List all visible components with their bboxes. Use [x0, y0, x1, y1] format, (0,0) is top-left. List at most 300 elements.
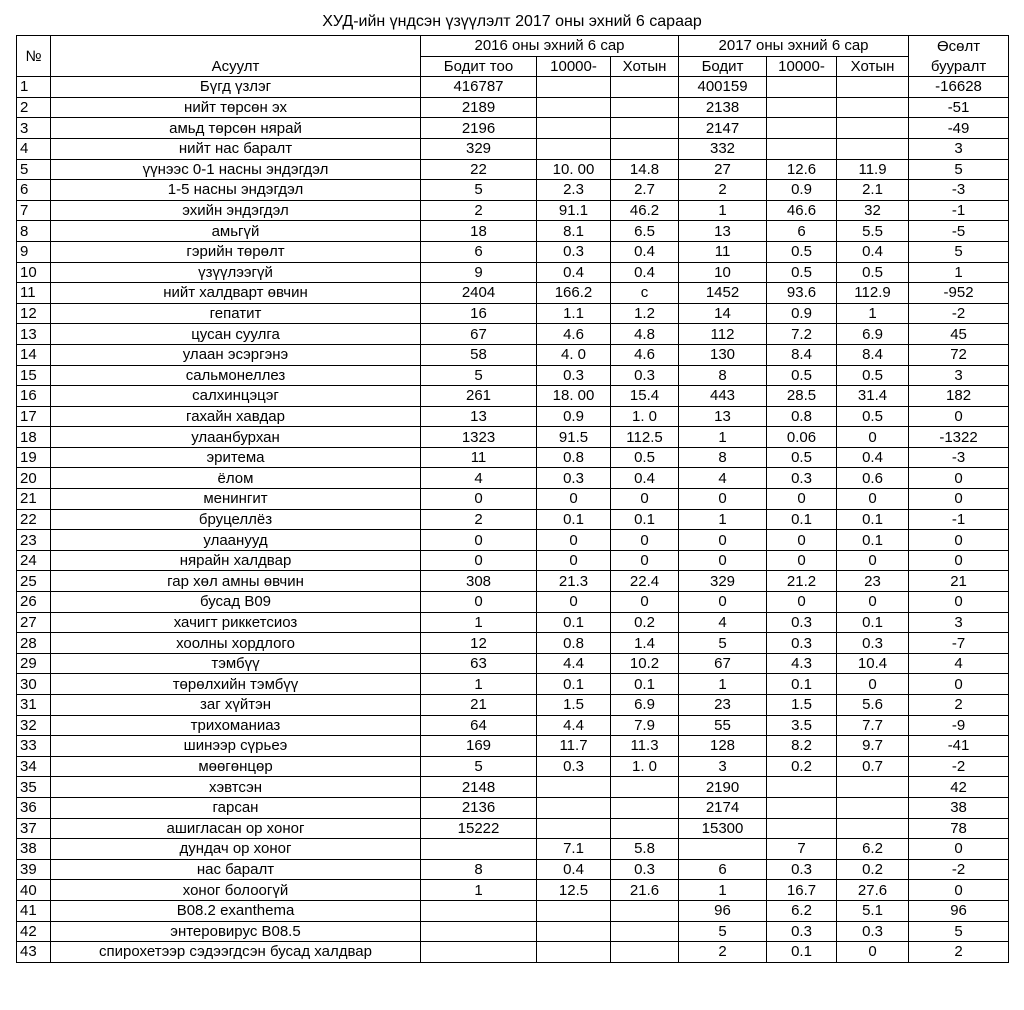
- rate-2016: 1.5: [537, 695, 611, 716]
- header-2017-actual: Бодит: [679, 56, 767, 77]
- city-2017: 0: [837, 489, 909, 510]
- rate-2017: 0.1: [767, 942, 837, 963]
- actual-2016: 15222: [421, 818, 537, 839]
- rate-2016: [537, 797, 611, 818]
- question-cell: заг хүйтэн: [51, 695, 421, 716]
- rate-2016: 10. 00: [537, 159, 611, 180]
- table-row: [17, 571, 1009, 592]
- city-2017: [837, 77, 909, 98]
- header-growth-top: Өсөлт: [909, 36, 1009, 57]
- rate-2017: 0.2: [767, 756, 837, 777]
- growth-cell: 0: [909, 406, 1009, 427]
- city-2017: 8.4: [837, 344, 909, 365]
- growth-cell: 0: [909, 839, 1009, 860]
- city-2016: 21.6: [611, 880, 679, 901]
- question-cell: ёлом: [51, 468, 421, 489]
- row-number: 42: [17, 921, 51, 942]
- rate-2016: 4. 0: [537, 344, 611, 365]
- rate-2016: 0.4: [537, 859, 611, 880]
- rate-2016: 0.3: [537, 241, 611, 262]
- city-2016: 2.7: [611, 180, 679, 201]
- actual-2017: 130: [679, 344, 767, 365]
- row-number: 5: [17, 159, 51, 180]
- question-cell: гепатит: [51, 303, 421, 324]
- actual-2016: 416787: [421, 77, 537, 98]
- question-cell: цусан суулга: [51, 324, 421, 345]
- table-row: [17, 77, 1009, 98]
- rate-2017: 0.3: [767, 859, 837, 880]
- city-2016: 0.4: [611, 468, 679, 489]
- city-2017: [837, 818, 909, 839]
- table-row: [17, 756, 1009, 777]
- table-row: [17, 303, 1009, 324]
- actual-2017: 8: [679, 447, 767, 468]
- rate-2016: 4.6: [537, 324, 611, 345]
- rate-2017: 16.7: [767, 880, 837, 901]
- rate-2017: 4.3: [767, 653, 837, 674]
- question-cell: нийт нас баралт: [51, 138, 421, 159]
- city-2016: 0.1: [611, 674, 679, 695]
- growth-cell: -7: [909, 633, 1009, 654]
- actual-2016: 2196: [421, 118, 537, 139]
- actual-2016: 2189: [421, 97, 537, 118]
- rate-2017: 0: [767, 550, 837, 571]
- growth-cell: -16628: [909, 77, 1009, 98]
- city-2017: 0: [837, 674, 909, 695]
- row-number: 12: [17, 303, 51, 324]
- question-cell: гахайн хавдар: [51, 406, 421, 427]
- row-number: 9: [17, 241, 51, 262]
- actual-2017: 5: [679, 921, 767, 942]
- rate-2016: 0: [537, 489, 611, 510]
- table-row: [17, 612, 1009, 633]
- rate-2016: 0: [537, 592, 611, 613]
- table-row: [17, 530, 1009, 551]
- actual-2017: 1: [679, 509, 767, 530]
- actual-2017: 1: [679, 200, 767, 221]
- actual-2017: 2: [679, 180, 767, 201]
- city-2016: 1. 0: [611, 406, 679, 427]
- city-2016: 1.4: [611, 633, 679, 654]
- actual-2016: 0: [421, 489, 537, 510]
- city-2017: 0: [837, 550, 909, 571]
- question-cell: гарсан: [51, 797, 421, 818]
- growth-cell: -3: [909, 447, 1009, 468]
- question-cell: нийт төрсөн эх: [51, 97, 421, 118]
- table-row: [17, 97, 1009, 118]
- row-number: 15: [17, 365, 51, 386]
- row-number: 39: [17, 859, 51, 880]
- rate-2016: 2.3: [537, 180, 611, 201]
- rate-2017: 46.6: [767, 200, 837, 221]
- row-number: 32: [17, 715, 51, 736]
- city-2016: 0.4: [611, 241, 679, 262]
- city-2016: [611, 942, 679, 963]
- table-row: [17, 921, 1009, 942]
- question-cell: улаанбурхан: [51, 427, 421, 448]
- actual-2017: 2190: [679, 777, 767, 798]
- city-2016: [611, 900, 679, 921]
- city-2016: [611, 77, 679, 98]
- city-2017: 0.5: [837, 262, 909, 283]
- city-2016: 0: [611, 592, 679, 613]
- city-2017: [837, 138, 909, 159]
- header-question-top: [51, 36, 421, 57]
- question-cell: амьд төрсөн нярай: [51, 118, 421, 139]
- header-2016-actual: Бодит тоо: [421, 56, 537, 77]
- city-2017: 23: [837, 571, 909, 592]
- city-2016: [611, 797, 679, 818]
- actual-2017: 4: [679, 612, 767, 633]
- growth-cell: 42: [909, 777, 1009, 798]
- row-number: 16: [17, 386, 51, 407]
- rate-2016: 0.1: [537, 509, 611, 530]
- rate-2017: 0.3: [767, 612, 837, 633]
- actual-2016: 67: [421, 324, 537, 345]
- growth-cell: 0: [909, 674, 1009, 695]
- document-title: ХУД-ийн үндсэн үзүүлэлт 2017 оны эхний 6 сараар: [322, 13, 702, 30]
- growth-cell: 38: [909, 797, 1009, 818]
- rate-2017: [767, 797, 837, 818]
- rate-2016: 0.1: [537, 674, 611, 695]
- actual-2017: 8: [679, 365, 767, 386]
- rate-2016: [537, 138, 611, 159]
- actual-2016: 308: [421, 571, 537, 592]
- question-cell: улаанууд: [51, 530, 421, 551]
- rate-2016: 0.3: [537, 756, 611, 777]
- growth-cell: 0: [909, 550, 1009, 571]
- row-number: 27: [17, 612, 51, 633]
- rate-2016: 0: [537, 550, 611, 571]
- city-2017: 5.5: [837, 221, 909, 242]
- rate-2016: 7.1: [537, 839, 611, 860]
- growth-cell: 0: [909, 530, 1009, 551]
- statistics-table: [16, 35, 1009, 963]
- rate-2017: 0.3: [767, 468, 837, 489]
- rate-2016: 0.4: [537, 262, 611, 283]
- table-row: [17, 406, 1009, 427]
- growth-cell: 45: [909, 324, 1009, 345]
- actual-2016: 21: [421, 695, 537, 716]
- rate-2016: 11.7: [537, 736, 611, 757]
- table-row: [17, 695, 1009, 716]
- city-2016: 4.6: [611, 344, 679, 365]
- city-2017: 5.6: [837, 695, 909, 716]
- growth-cell: 0: [909, 489, 1009, 510]
- rate-2016: 0.8: [537, 447, 611, 468]
- row-number: 38: [17, 839, 51, 860]
- growth-cell: 72: [909, 344, 1009, 365]
- growth-cell: -2: [909, 859, 1009, 880]
- rate-2016: 21.3: [537, 571, 611, 592]
- header-row-sub: [17, 56, 1009, 77]
- growth-cell: 3: [909, 365, 1009, 386]
- city-2016: 112.5: [611, 427, 679, 448]
- row-number: 13: [17, 324, 51, 345]
- actual-2016: 5: [421, 180, 537, 201]
- city-2016: 0: [611, 530, 679, 551]
- actual-2016: 2136: [421, 797, 537, 818]
- rate-2016: [537, 97, 611, 118]
- rate-2017: [767, 77, 837, 98]
- rate-2017: [767, 138, 837, 159]
- actual-2017: 11: [679, 241, 767, 262]
- city-2016: 5.8: [611, 839, 679, 860]
- actual-2016: 13: [421, 406, 537, 427]
- actual-2017: 0: [679, 592, 767, 613]
- table-row: [17, 180, 1009, 201]
- rate-2016: 0.1: [537, 612, 611, 633]
- city-2017: 0.4: [837, 447, 909, 468]
- rate-2016: [537, 921, 611, 942]
- city-2016: 14.8: [611, 159, 679, 180]
- actual-2017: 15300: [679, 818, 767, 839]
- actual-2016: 4: [421, 468, 537, 489]
- table-row: [17, 221, 1009, 242]
- actual-2016: [421, 942, 537, 963]
- growth-cell: -1: [909, 200, 1009, 221]
- question-cell: эхийн эндэгдэл: [51, 200, 421, 221]
- table-row: [17, 159, 1009, 180]
- actual-2017: 2174: [679, 797, 767, 818]
- table-row: [17, 715, 1009, 736]
- growth-cell: 1: [909, 262, 1009, 283]
- row-number: 6: [17, 180, 51, 201]
- rate-2016: 91.1: [537, 200, 611, 221]
- growth-cell: -2: [909, 303, 1009, 324]
- city-2017: 11.9: [837, 159, 909, 180]
- growth-cell: 2: [909, 942, 1009, 963]
- row-number: 7: [17, 200, 51, 221]
- row-number: 10: [17, 262, 51, 283]
- rate-2016: [537, 900, 611, 921]
- city-2016: 1.2: [611, 303, 679, 324]
- rate-2017: 0.9: [767, 180, 837, 201]
- table-row: [17, 489, 1009, 510]
- row-number: 26: [17, 592, 51, 613]
- table-row: [17, 797, 1009, 818]
- actual-2016: 329: [421, 138, 537, 159]
- city-2017: 0.7: [837, 756, 909, 777]
- rate-2017: 8.2: [767, 736, 837, 757]
- actual-2016: 0: [421, 592, 537, 613]
- actual-2017: 1: [679, 427, 767, 448]
- actual-2017: 67: [679, 653, 767, 674]
- growth-cell: 2: [909, 695, 1009, 716]
- question-cell: улаан эсэргэнэ: [51, 344, 421, 365]
- table-row: [17, 468, 1009, 489]
- question-cell: эритема: [51, 447, 421, 468]
- actual-2017: 27: [679, 159, 767, 180]
- question-cell: төрөлхийн тэмбүү: [51, 674, 421, 695]
- row-number: 18: [17, 427, 51, 448]
- question-cell: хоолны хордлого: [51, 633, 421, 654]
- question-cell: хоног болоогүй: [51, 880, 421, 901]
- table-row: [17, 427, 1009, 448]
- row-number: 31: [17, 695, 51, 716]
- row-number: 14: [17, 344, 51, 365]
- row-number: 19: [17, 447, 51, 468]
- growth-cell: -3: [909, 180, 1009, 201]
- table-row: [17, 900, 1009, 921]
- actual-2017: 400159: [679, 77, 767, 98]
- growth-cell: 0: [909, 880, 1009, 901]
- rate-2016: 91.5: [537, 427, 611, 448]
- rate-2016: [537, 942, 611, 963]
- actual-2016: 2: [421, 200, 537, 221]
- city-2017: 6.9: [837, 324, 909, 345]
- rate-2017: 0: [767, 489, 837, 510]
- row-number: 25: [17, 571, 51, 592]
- growth-cell: 0: [909, 592, 1009, 613]
- table-row: [17, 633, 1009, 654]
- actual-2016: 5: [421, 365, 537, 386]
- growth-cell: 4: [909, 653, 1009, 674]
- actual-2017: 0: [679, 489, 767, 510]
- rate-2017: 0: [767, 530, 837, 551]
- question-cell: бусад B09: [51, 592, 421, 613]
- city-2017: 0.1: [837, 509, 909, 530]
- header-row-groups: [17, 36, 1009, 57]
- growth-cell: 5: [909, 921, 1009, 942]
- actual-2016: 6: [421, 241, 537, 262]
- table-row: [17, 283, 1009, 304]
- question-cell: дундач ор хоног: [51, 839, 421, 860]
- city-2017: 0.6: [837, 468, 909, 489]
- question-cell: салхинцэцэг: [51, 386, 421, 407]
- row-number: 33: [17, 736, 51, 757]
- table-row: [17, 138, 1009, 159]
- actual-2016: 5: [421, 756, 537, 777]
- rate-2017: 8.4: [767, 344, 837, 365]
- city-2017: 0.5: [837, 406, 909, 427]
- header-group-2017: 2017 оны эхний 6 сар: [679, 36, 909, 57]
- question-cell: хачигт риккетсиоз: [51, 612, 421, 633]
- rate-2017: 7: [767, 839, 837, 860]
- question-cell: менингит: [51, 489, 421, 510]
- actual-2016: 63: [421, 653, 537, 674]
- question-cell: энтеровирус B08.5: [51, 921, 421, 942]
- city-2017: 32: [837, 200, 909, 221]
- city-2016: 0: [611, 489, 679, 510]
- actual-2016: 9: [421, 262, 537, 283]
- city-2016: 0.3: [611, 365, 679, 386]
- growth-cell: -2: [909, 756, 1009, 777]
- city-2017: 31.4: [837, 386, 909, 407]
- row-number: 37: [17, 818, 51, 839]
- table-row: [17, 880, 1009, 901]
- table-row: [17, 447, 1009, 468]
- city-2017: 0.3: [837, 633, 909, 654]
- row-number: 35: [17, 777, 51, 798]
- city-2016: [611, 138, 679, 159]
- actual-2016: 1: [421, 612, 537, 633]
- question-cell: шинээр сүрьеэ: [51, 736, 421, 757]
- table-row: [17, 818, 1009, 839]
- row-number: 28: [17, 633, 51, 654]
- row-number: 34: [17, 756, 51, 777]
- city-2017: [837, 777, 909, 798]
- actual-2017: 23: [679, 695, 767, 716]
- rate-2017: 93.6: [767, 283, 837, 304]
- rate-2017: 0.3: [767, 633, 837, 654]
- question-cell: нас баралт: [51, 859, 421, 880]
- rate-2017: 21.2: [767, 571, 837, 592]
- city-2016: 0.5: [611, 447, 679, 468]
- row-number: 40: [17, 880, 51, 901]
- rate-2016: 166.2: [537, 283, 611, 304]
- question-cell: спирохетээр сэдээгдсэн бусад халдвар: [51, 942, 421, 963]
- city-2017: 27.6: [837, 880, 909, 901]
- city-2016: [611, 818, 679, 839]
- actual-2016: 0: [421, 550, 537, 571]
- actual-2016: 8: [421, 859, 537, 880]
- actual-2017: 2138: [679, 97, 767, 118]
- actual-2017: 5: [679, 633, 767, 654]
- actual-2017: 332: [679, 138, 767, 159]
- question-cell: трихоманиаз: [51, 715, 421, 736]
- city-2016: [611, 118, 679, 139]
- header-2017-city: Хотын: [837, 56, 909, 77]
- actual-2017: 0: [679, 530, 767, 551]
- row-number: 4: [17, 138, 51, 159]
- question-cell: үүнээс 0-1 насны эндэгдэл: [51, 159, 421, 180]
- city-2016: 22.4: [611, 571, 679, 592]
- growth-cell: 5: [909, 159, 1009, 180]
- rate-2017: 0.5: [767, 241, 837, 262]
- growth-cell: 182: [909, 386, 1009, 407]
- city-2016: 0.2: [611, 612, 679, 633]
- row-number: 29: [17, 653, 51, 674]
- rate-2016: 4.4: [537, 653, 611, 674]
- actual-2016: 2404: [421, 283, 537, 304]
- question-cell: гар хөл амны өвчин: [51, 571, 421, 592]
- actual-2017: 0: [679, 550, 767, 571]
- growth-cell: -5: [909, 221, 1009, 242]
- city-2016: [611, 777, 679, 798]
- table-row: [17, 777, 1009, 798]
- table-row: [17, 386, 1009, 407]
- city-2016: 0.1: [611, 509, 679, 530]
- actual-2016: 261: [421, 386, 537, 407]
- rate-2016: 8.1: [537, 221, 611, 242]
- table-row: [17, 550, 1009, 571]
- actual-2016: 0: [421, 530, 537, 551]
- rate-2017: 6.2: [767, 900, 837, 921]
- growth-cell: -1: [909, 509, 1009, 530]
- city-2017: 1: [837, 303, 909, 324]
- rate-2016: [537, 77, 611, 98]
- city-2017: 0.4: [837, 241, 909, 262]
- actual-2016: [421, 921, 537, 942]
- row-number: 23: [17, 530, 51, 551]
- rate-2017: 0.5: [767, 447, 837, 468]
- actual-2017: 55: [679, 715, 767, 736]
- table-row: [17, 736, 1009, 757]
- header-question: Асуулт: [51, 56, 421, 77]
- growth-cell: 0: [909, 468, 1009, 489]
- growth-cell: 3: [909, 138, 1009, 159]
- row-number: 43: [17, 942, 51, 963]
- question-cell: хэвтсэн: [51, 777, 421, 798]
- city-2017: 0.5: [837, 365, 909, 386]
- city-2016: 10.2: [611, 653, 679, 674]
- rate-2017: 28.5: [767, 386, 837, 407]
- actual-2017: 112: [679, 324, 767, 345]
- city-2017: 0.2: [837, 859, 909, 880]
- row-number: 3: [17, 118, 51, 139]
- city-2016: 0.4: [611, 262, 679, 283]
